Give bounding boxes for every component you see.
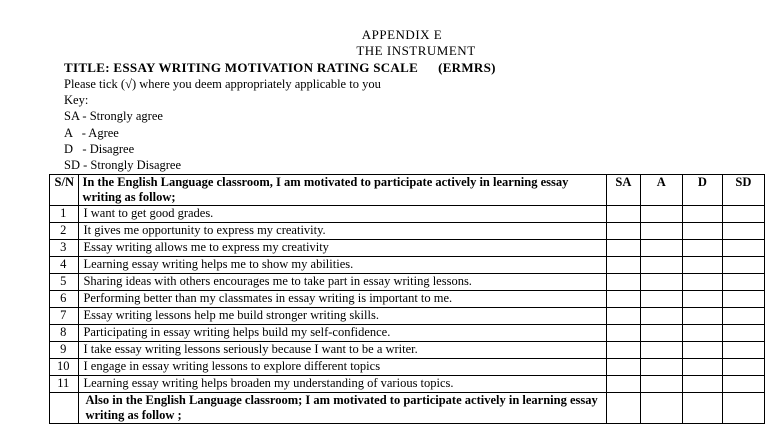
row-number: 3	[50, 240, 79, 257]
tick-cell-d[interactable]	[682, 359, 722, 376]
header-d: D	[682, 175, 722, 206]
header-item: In the English Language classroom, I am motivated to participate actively in learning essay writing as follow;	[79, 175, 607, 206]
key-item-sd: SD - Strongly Disagree	[64, 158, 181, 172]
tick-cell-a[interactable]	[640, 308, 682, 325]
tick-cell-a[interactable]	[640, 376, 682, 393]
tick-cell-sd[interactable]	[722, 376, 764, 393]
tick-cell-d[interactable]	[682, 223, 722, 240]
title-main: TITLE: ESSAY WRITING MOTIVATION RATING SCALE	[64, 60, 419, 75]
tick-cell-d[interactable]	[682, 206, 722, 223]
tick-cell-d[interactable]	[682, 325, 722, 342]
tick-cell-sd[interactable]	[722, 240, 764, 257]
table-row	[50, 223, 765, 240]
tick-cell-a[interactable]	[640, 342, 682, 359]
table-row	[50, 359, 765, 376]
tick-cell-sa[interactable]	[607, 206, 641, 223]
table-row	[50, 291, 765, 308]
tick-cell-sd[interactable]	[722, 325, 764, 342]
table-row	[50, 342, 765, 359]
rating-scale-table	[49, 174, 765, 424]
row-number: 7	[50, 308, 79, 325]
row-statement: It gives me opportunity to express my creativity.	[79, 223, 607, 240]
tick-cell-sd[interactable]	[722, 291, 764, 308]
tick-cell-a[interactable]	[640, 359, 682, 376]
instrument-heading: THE INSTRUMENT	[356, 43, 476, 58]
tick-cell-sd[interactable]	[722, 359, 764, 376]
appendix-heading: APPENDIX E	[361, 27, 443, 42]
row-statement: Essay writing lessons help me build stronger writing skills.	[79, 308, 607, 325]
tick-cell-sa[interactable]	[607, 274, 641, 291]
tick-cell-a[interactable]	[640, 240, 682, 257]
tick-cell-sd[interactable]	[722, 257, 764, 274]
row-statement: Learning essay writing helps broaden my understanding of various topics.	[79, 376, 607, 393]
table-row	[50, 206, 765, 223]
table-row	[50, 257, 765, 274]
tick-cell-d[interactable]	[682, 308, 722, 325]
header-sa: SA	[607, 175, 641, 206]
tick-cell-sa[interactable]	[607, 291, 641, 308]
section-row	[50, 393, 765, 424]
tick-cell-d[interactable]	[682, 342, 722, 359]
section-sd-cell	[722, 393, 764, 424]
key-item-a: A - Agree	[64, 126, 119, 140]
instructions-text: Please tick (√) where you deem appropriately applicable to you	[64, 77, 381, 91]
row-statement: Sharing ideas with others encourages me to take part in essay writing lessons.	[79, 274, 607, 291]
row-statement: Essay writing allows me to express my creativity	[79, 240, 607, 257]
row-statement: Performing better than my classmates in essay writing is important to me.	[79, 291, 607, 308]
tick-cell-sd[interactable]	[722, 308, 764, 325]
row-number: 8	[50, 325, 79, 342]
row-statement: Learning essay writing helps me to show my abilities.	[79, 257, 607, 274]
key-item-d: D - Disagree	[64, 142, 135, 156]
tick-cell-sa[interactable]	[607, 342, 641, 359]
row-number: 4	[50, 257, 79, 274]
tick-cell-sd[interactable]	[722, 342, 764, 359]
row-statement: I want to get good grades.	[79, 206, 607, 223]
tick-cell-d[interactable]	[682, 376, 722, 393]
tick-cell-d[interactable]	[682, 274, 722, 291]
tick-cell-d[interactable]	[682, 291, 722, 308]
header-sn: S/N	[50, 175, 79, 206]
header-a: A	[640, 175, 682, 206]
tick-cell-sd[interactable]	[722, 206, 764, 223]
row-number: 10	[50, 359, 79, 376]
row-number: 9	[50, 342, 79, 359]
tick-cell-a[interactable]	[640, 274, 682, 291]
tick-cell-a[interactable]	[640, 206, 682, 223]
tick-cell-sd[interactable]	[722, 223, 764, 240]
tick-cell-sa[interactable]	[607, 359, 641, 376]
tick-cell-sa[interactable]	[607, 223, 641, 240]
table-row	[50, 376, 765, 393]
row-number: 2	[50, 223, 79, 240]
table-row	[50, 240, 765, 257]
row-statement: I take essay writing lessons seriously because I want to be a writer.	[79, 342, 607, 359]
key-label: Key:	[64, 93, 89, 107]
tick-cell-sa[interactable]	[607, 257, 641, 274]
row-number: 6	[50, 291, 79, 308]
row-statement: I engage in essay writing lessons to explore different topics	[79, 359, 607, 376]
tick-cell-sd[interactable]	[722, 274, 764, 291]
row-number: 5	[50, 274, 79, 291]
section-sa-cell	[607, 393, 641, 424]
tick-cell-a[interactable]	[640, 291, 682, 308]
section-sn	[50, 393, 79, 424]
key-item-sa: SA - Strongly agree	[64, 109, 163, 123]
tick-cell-sa[interactable]	[607, 308, 641, 325]
tick-cell-d[interactable]	[682, 240, 722, 257]
document-title	[64, 60, 496, 76]
table-row	[50, 325, 765, 342]
tick-cell-d[interactable]	[682, 257, 722, 274]
row-number: 1	[50, 206, 79, 223]
tick-cell-a[interactable]	[640, 223, 682, 240]
section2-heading: Also in the English Language classroom; I am motivated to participate actively in learning essay writing as follow ;	[79, 393, 607, 424]
title-abbreviation: (ERMRS)	[438, 60, 496, 75]
table-row	[50, 308, 765, 325]
table-header-row	[50, 175, 765, 206]
row-statement: Participating in essay writing helps build my self-confidence.	[79, 325, 607, 342]
tick-cell-a[interactable]	[640, 325, 682, 342]
header-sd: SD	[722, 175, 764, 206]
tick-cell-sa[interactable]	[607, 240, 641, 257]
tick-cell-sa[interactable]	[607, 325, 641, 342]
tick-cell-sa[interactable]	[607, 376, 641, 393]
section-a-cell	[640, 393, 682, 424]
table-row	[50, 274, 765, 291]
tick-cell-a[interactable]	[640, 257, 682, 274]
row-number: 11	[50, 376, 79, 393]
section-d-cell	[682, 393, 722, 424]
